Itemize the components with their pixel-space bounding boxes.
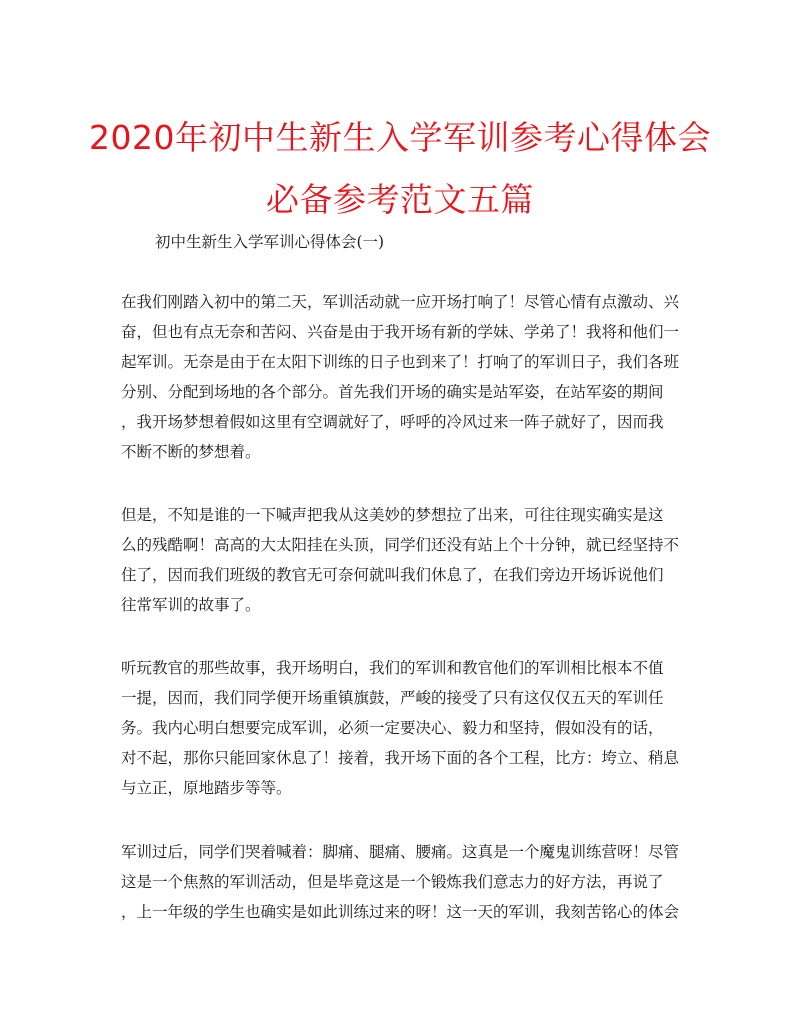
paragraph-4: [121, 837, 681, 927]
paragraph-line: 一提，因而，我们同学便开场重镇旗鼓，严峻的接受了只有这仅仅五天的军训任: [121, 689, 664, 707]
section-subtitle: 初中生新生入学军训心得体会(一): [155, 233, 385, 251]
paragraph-line: 不断不断的梦想着。: [121, 443, 261, 461]
paragraph-line: 在我们刚踏入初中的第二天，军训活动就一应开场打响了！尽管心情有点激动、兴: [121, 293, 680, 311]
paragraph-line: 住了，因而我们班级的教官无可奈何就叫我们休息了，在我们旁边开场诉说他们: [121, 566, 664, 584]
paragraph-2: [121, 500, 681, 620]
paragraph-line: ，我开场梦想着假如这里有空调就好了，呼呼的冷风过来一阵子就好了，因而我: [121, 413, 664, 431]
paragraph-line: 对不起，那你只能回家休息了！接着，我开场下面的各个工程，比方：垮立、稍息: [121, 749, 680, 767]
paragraph-line: 军训过后，同学们哭着喊着：脚痛、腿痛、腰痛。这真是一个魔鬼训练营呀！尽管: [121, 843, 680, 861]
paragraph-line: 但是，不知是谁的一下喊声把我从这美妙的梦想拉了出来，可往往现实确实是这: [121, 506, 664, 524]
document-title-line-2: 必备参考范文五篇: [266, 180, 534, 219]
paragraph-line: 听玩教官的那些故事，我开场明白，我们的军训和教官他们的军训相比根本不值: [121, 659, 664, 677]
paragraph-3: [121, 653, 681, 803]
paragraph-line: 往常军训的故事了。: [121, 596, 261, 614]
paragraph-line: 分别、分配到场地的各个部分。首先我们开场的确实是站军姿，在站军姿的期间: [121, 383, 664, 401]
paragraph-line: 么的残酷啊！高高的大太阳挂在头顶，同学们还没有站上个十分钟，就已经坚持不: [121, 536, 680, 554]
paragraph-line: ，上一年级的学生也确实是如此训练过来的呀！这一天的军训，我刻苦铭心的体会: [121, 903, 680, 921]
document-title-line-1: 2020年初中生新生入学军训参考心得体会: [89, 118, 711, 157]
paragraph-1: [121, 287, 681, 467]
paragraph-line: 起军训。无奈是由于在太阳下训练的日子也到来了！打响了的军训日子，我们各班: [121, 353, 680, 371]
paragraph-line: 这是一个焦熬的军训活动，但是毕竟这是一个锻炼我们意志力的好方法，再说了: [121, 873, 664, 891]
paragraph-line: 奋，但也有点无奈和苦闷、兴奋是由于我开场有新的学妹、学弟了！我将和他们一: [121, 323, 680, 341]
paragraph-line: 务。我内心明白想要完成军训，必须一定要决心、毅力和坚持，假如没有的话，: [121, 719, 664, 737]
paragraph-line: 与立正，原地踏步等等。: [121, 779, 292, 797]
